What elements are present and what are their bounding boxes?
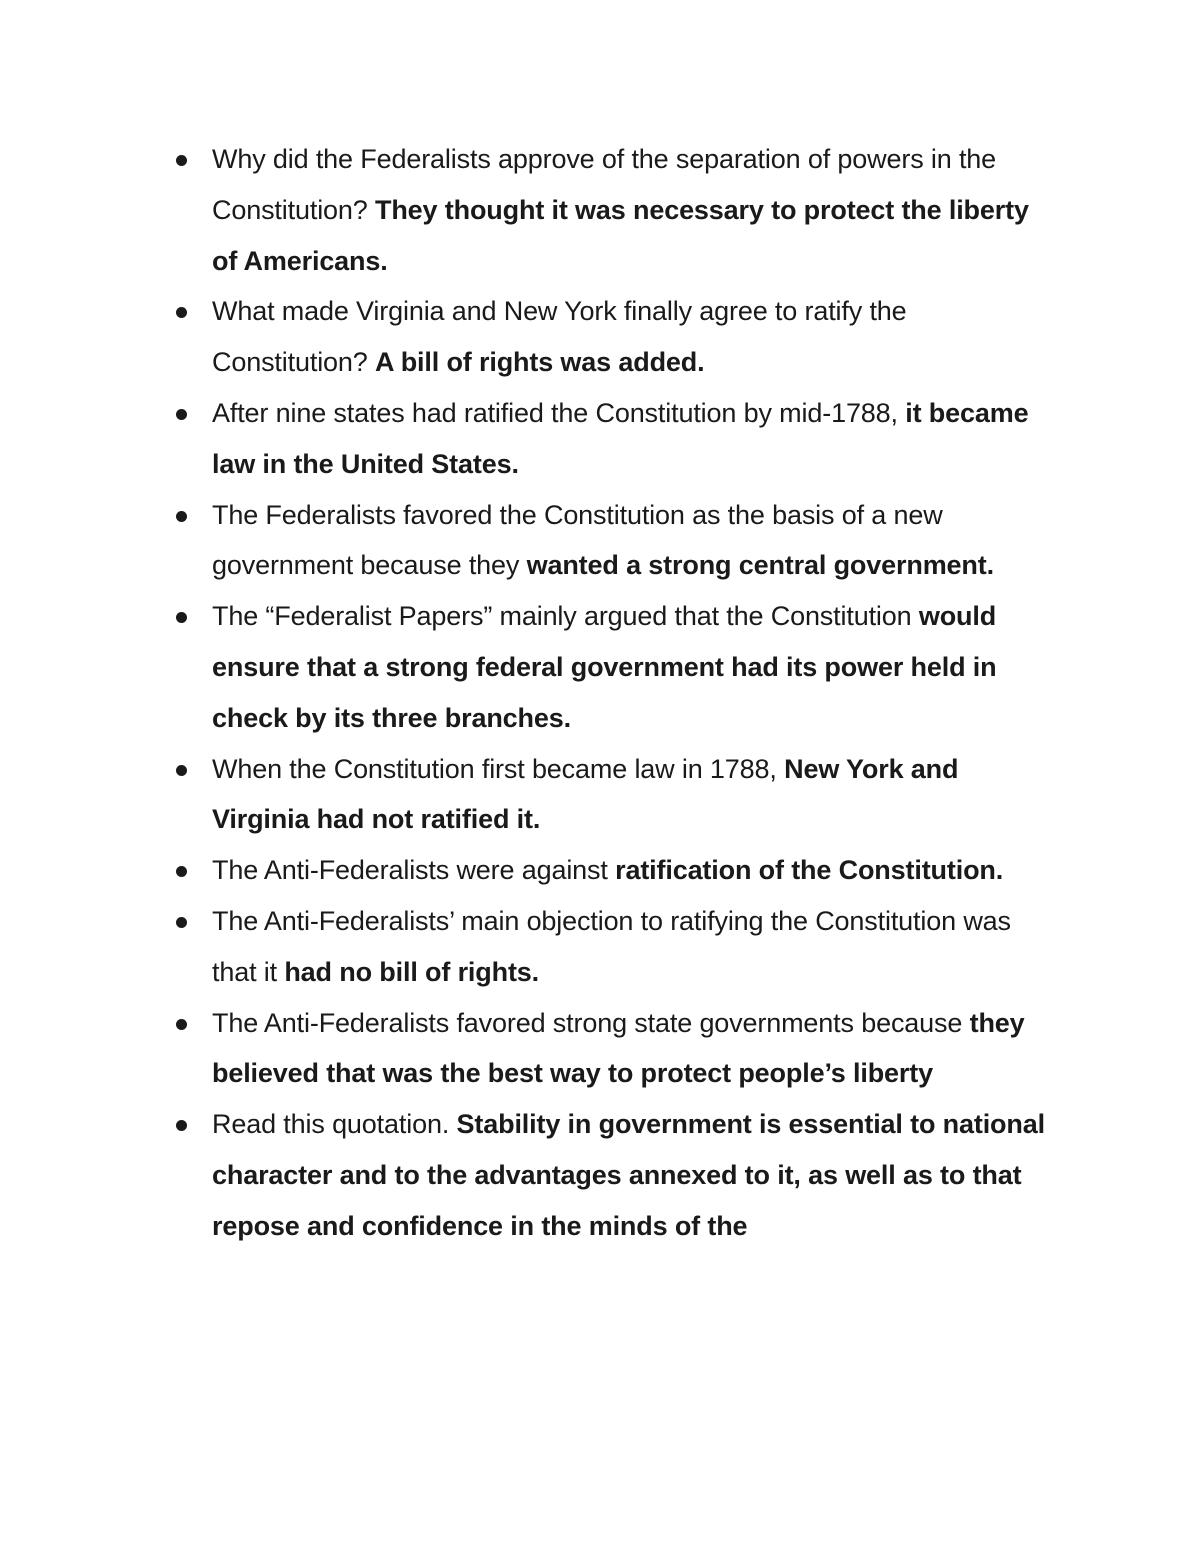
question-text: What made Virginia and New York finally agree to ratify the Constitution?	[212, 296, 907, 378]
answer-text: would ensure that a strong federal government had its power held in check by its three branches.	[212, 601, 997, 733]
list-item	[212, 845, 1052, 896]
question-answer-list	[212, 134, 1052, 1252]
answer-text: A bill of rights was added.	[375, 347, 705, 378]
bullet-icon	[176, 1019, 187, 1030]
question-text: The Anti-Federalists’ main objection to ratifying the Constitution was that it	[212, 905, 1011, 987]
list-item	[212, 1099, 1052, 1251]
question-text: The Anti-Federalists were against	[212, 855, 616, 886]
bullet-icon	[176, 1120, 187, 1131]
list-item	[212, 388, 1052, 490]
list-item	[212, 490, 1052, 592]
answer-text: ratification of the Constitution.	[615, 855, 1004, 886]
list-item	[212, 286, 1052, 388]
question-text: Why did the Federalists approve of the separation of powers in the Constitution?	[212, 144, 997, 225]
bullet-icon	[176, 155, 187, 166]
question-text: After nine states had ratified the Constitution by mid-1788,	[212, 397, 906, 428]
answer-text: it became law in the United States.	[212, 397, 1029, 479]
question-text: The “Federalist Papers” mainly argued that the Constitution	[212, 601, 919, 632]
bullet-icon	[176, 307, 187, 318]
question-text: When the Constitution first became law in 1788,	[212, 753, 785, 784]
question-text: The Federalists favored the Constitution as the basis of a new government because they	[212, 499, 943, 581]
answer-text: had no bill of rights.	[284, 956, 540, 987]
bullet-icon	[176, 612, 187, 623]
list-item	[212, 998, 1052, 1100]
answer-text: Stability in government is essential to national character and to the advantages annexed to it, as well as to that repose and confidence in the minds of the	[212, 1109, 1045, 1241]
list-item	[212, 744, 1052, 846]
answer-text: wanted a strong central government.	[526, 550, 994, 581]
question-text: The Anti-Federalists favored strong state governments because	[212, 1007, 970, 1038]
answer-text: They thought it was necessary to protect the liberty of Americans.	[212, 194, 1029, 276]
bullet-icon	[176, 866, 187, 877]
bullet-icon	[176, 917, 187, 928]
list-item	[212, 591, 1052, 743]
bullet-icon	[176, 765, 187, 776]
bullet-icon	[176, 409, 187, 420]
list-item	[212, 134, 1052, 286]
answer-text: they believed that was the best way to protect people’s liberty	[212, 1007, 1025, 1089]
question-text: Read this quotation.	[212, 1109, 457, 1140]
bullet-icon	[176, 511, 187, 522]
answer-text: New York and Virginia had not ratified it.	[212, 753, 959, 835]
list-item	[212, 896, 1052, 998]
